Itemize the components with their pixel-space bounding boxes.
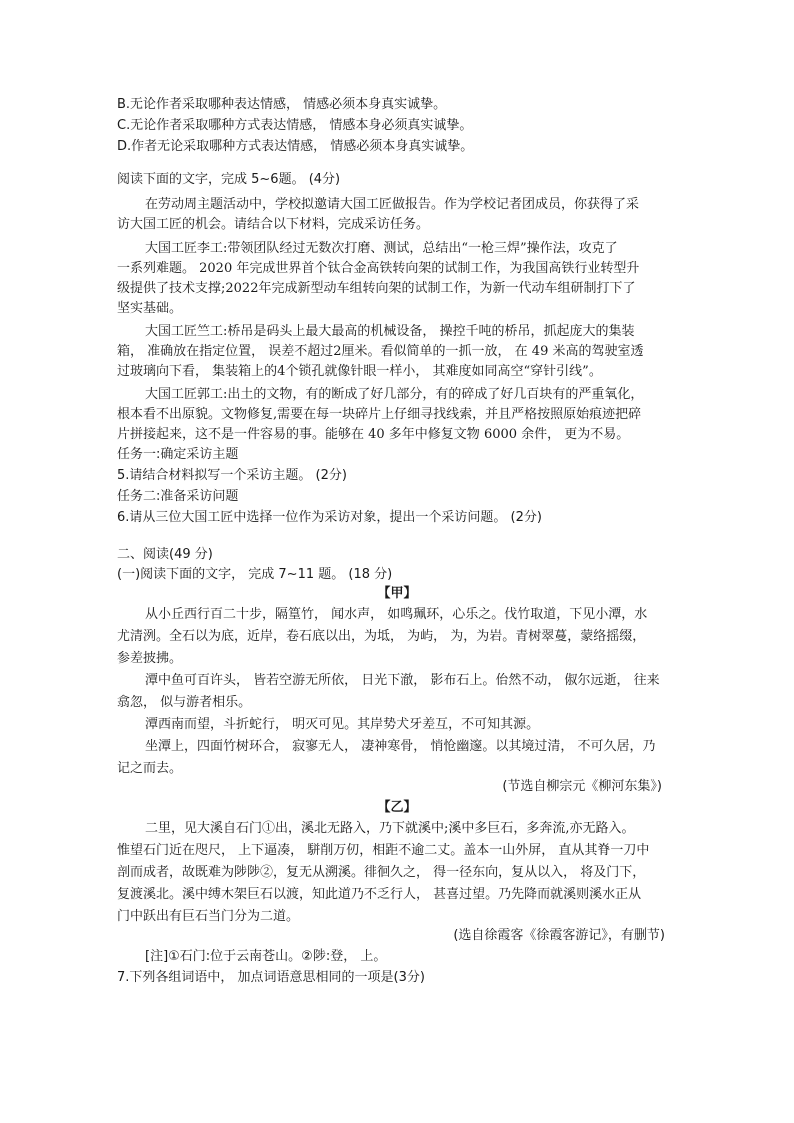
jia-title: 【甲】 (377, 586, 417, 601)
option-c: C.无论作者采取哪种方式表达情感， 情感本身必须真实诚挚。 (117, 118, 473, 133)
jia-line-5: 翕忽， 似与游者相乐。 (117, 695, 252, 710)
yi-source: (选自徐霞客《徐霞客游记》，有删节) (453, 928, 665, 943)
jia-line-1: 从小丘西行百二十步，隔篁竹， 闻水声， 如鸣珮环，心乐之。伐竹取道，下见小潭，水 (145, 607, 648, 622)
li-line-3: 级提供了技术支撑;2022年完成新型动车组转向架的试制工作，为新一代动车组研制打下了 (117, 281, 636, 296)
question-5: 5.请结合材料拟写一个采访主题。 (2分) (117, 468, 347, 483)
section-reading-heading: 二、阅读(49 分) (117, 547, 213, 562)
yi-line-3: 剖而成者，故既难为陟陟②，复无从溯溪。徘徊久之， 得一径东向，复从以入， 将及门下， (117, 865, 646, 880)
option-b: B.无论作者采取哪种表达情感， 情感必须本身真实诚挚。 (117, 97, 447, 112)
annotation-note: [注]①石门:位于云南苍山。②陟:登， 上。 (145, 949, 387, 964)
jia-line-4: 潭中鱼可百许头， 皆若空游无所依， 日光下澈， 影布石上。佁然不动， 俶尔远逝， 往来 (145, 673, 660, 688)
section-5-6-heading: 阅读下面的文字，完成 5~6题。 (4分) (117, 172, 341, 187)
yi-line-1: 二里，见大溪自石门①出，溪北无路入，乃下就溪中;溪中多巨石，多奔流,亦无路入。 (145, 821, 635, 836)
jia-line-3: 参差披拂。 (117, 651, 183, 666)
task-1: 任务一:确定采访主题 (117, 447, 239, 462)
intro-line-1: 在劳动周主题活动中，学校拟邀请大国工匠做报告。作为学校记者团成员，你获得了采 (145, 197, 640, 212)
jia-line-7: 坐潭上，四面竹树环合， 寂寥无人， 凄神寒骨， 悄怆幽邃。以其境过清， 不可久居，乃 (145, 739, 656, 754)
question-6: 6.请从三位大国工匠中选择一位作为采访对象，提出一个采访问题。 (2分) (117, 510, 542, 525)
yi-line-4: 复渡溪北。溪中缚木架巨石以渡，知此道乃不乏行人， 甚喜过望。乃先降而就溪则溪水正从 (117, 887, 642, 902)
jia-line-8: 记之而去。 (117, 761, 183, 776)
guo-line-2: 根本看不出原貌。文物修复,需要在每一块碎片上仔细寻找线索，并且严格按照原始痕迹把碎 (117, 407, 642, 422)
section-reading-subheading: (一)阅读下面的文字， 完成 7~11 题。 (18 分) (117, 567, 393, 582)
yi-line-5: 门中跃出有巨石当门分为二道。 (117, 909, 300, 924)
zhu-line-3: 过玻璃向下看， 集装箱上的4个锁孔就像针眼一样小， 其难度如同高空“穿针引线”。 (117, 364, 602, 379)
li-line-1: 大国工匠李工:带领团队经过无数次打磨、测试，总结出“一枪三焊”操作法，攻克了 (145, 241, 618, 256)
task-2: 任务二:准备采访问题 (117, 489, 239, 504)
question-7: 7.下列各组词语中， 加点词语意思相同的一项是(3分) (117, 970, 425, 985)
zhu-line-1: 大国工匠竺工:桥吊是码头上最大最高的机械设备， 操控千吨的桥吊，抓起庞大的集装 (145, 324, 635, 339)
intro-line-2: 访大国工匠的机会。请结合以下材料，完成采访任务。 (117, 217, 430, 232)
zhu-line-2: 箱， 准确放在指定位置， 误差不超过2厘米。看似简单的一抓一放， 在 49 米高的驾驶室透 (117, 344, 644, 359)
jia-line-6: 潭西南而望，斗折蛇行， 明灭可见。其岸势犬牙差互，不可知其源。 (145, 717, 540, 732)
jia-line-2: 尤清洌。全石以为底，近岸，卷石底以出，为坻， 为屿， 为，为岩。青树翠蔓，蒙络摇缀， (117, 629, 646, 644)
yi-line-2: 惟望石门近在咫尺， 上下逼凑， 駢削万仞，相距不逾二丈。盖本一山外屏， 直从其脊一刀中 (117, 843, 650, 858)
jia-source: (节选自柳宗元《柳河东集》) (502, 779, 662, 794)
option-d: D.作者无论采取哪种方式表达情感， 情感必须本身真实诚挚。 (117, 139, 474, 154)
guo-line-1: 大国工匠郭工:出土的文物，有的断成了好几部分，有的碎成了好几百块有的严重氧化， (145, 387, 644, 402)
li-line-4: 坚实基础。 (117, 301, 183, 316)
guo-line-3: 片拼接起来，这不是一件容易的事。能够在 40 多年中修复文物 6000 余件， 更为不易。 (117, 427, 630, 442)
yi-title: 【乙】 (377, 800, 417, 815)
li-line-2: 一系列难题。 2020 年完成世界首个钛合金高铁转向架的试制工作，为我国高铁行业转型升 (117, 261, 640, 276)
